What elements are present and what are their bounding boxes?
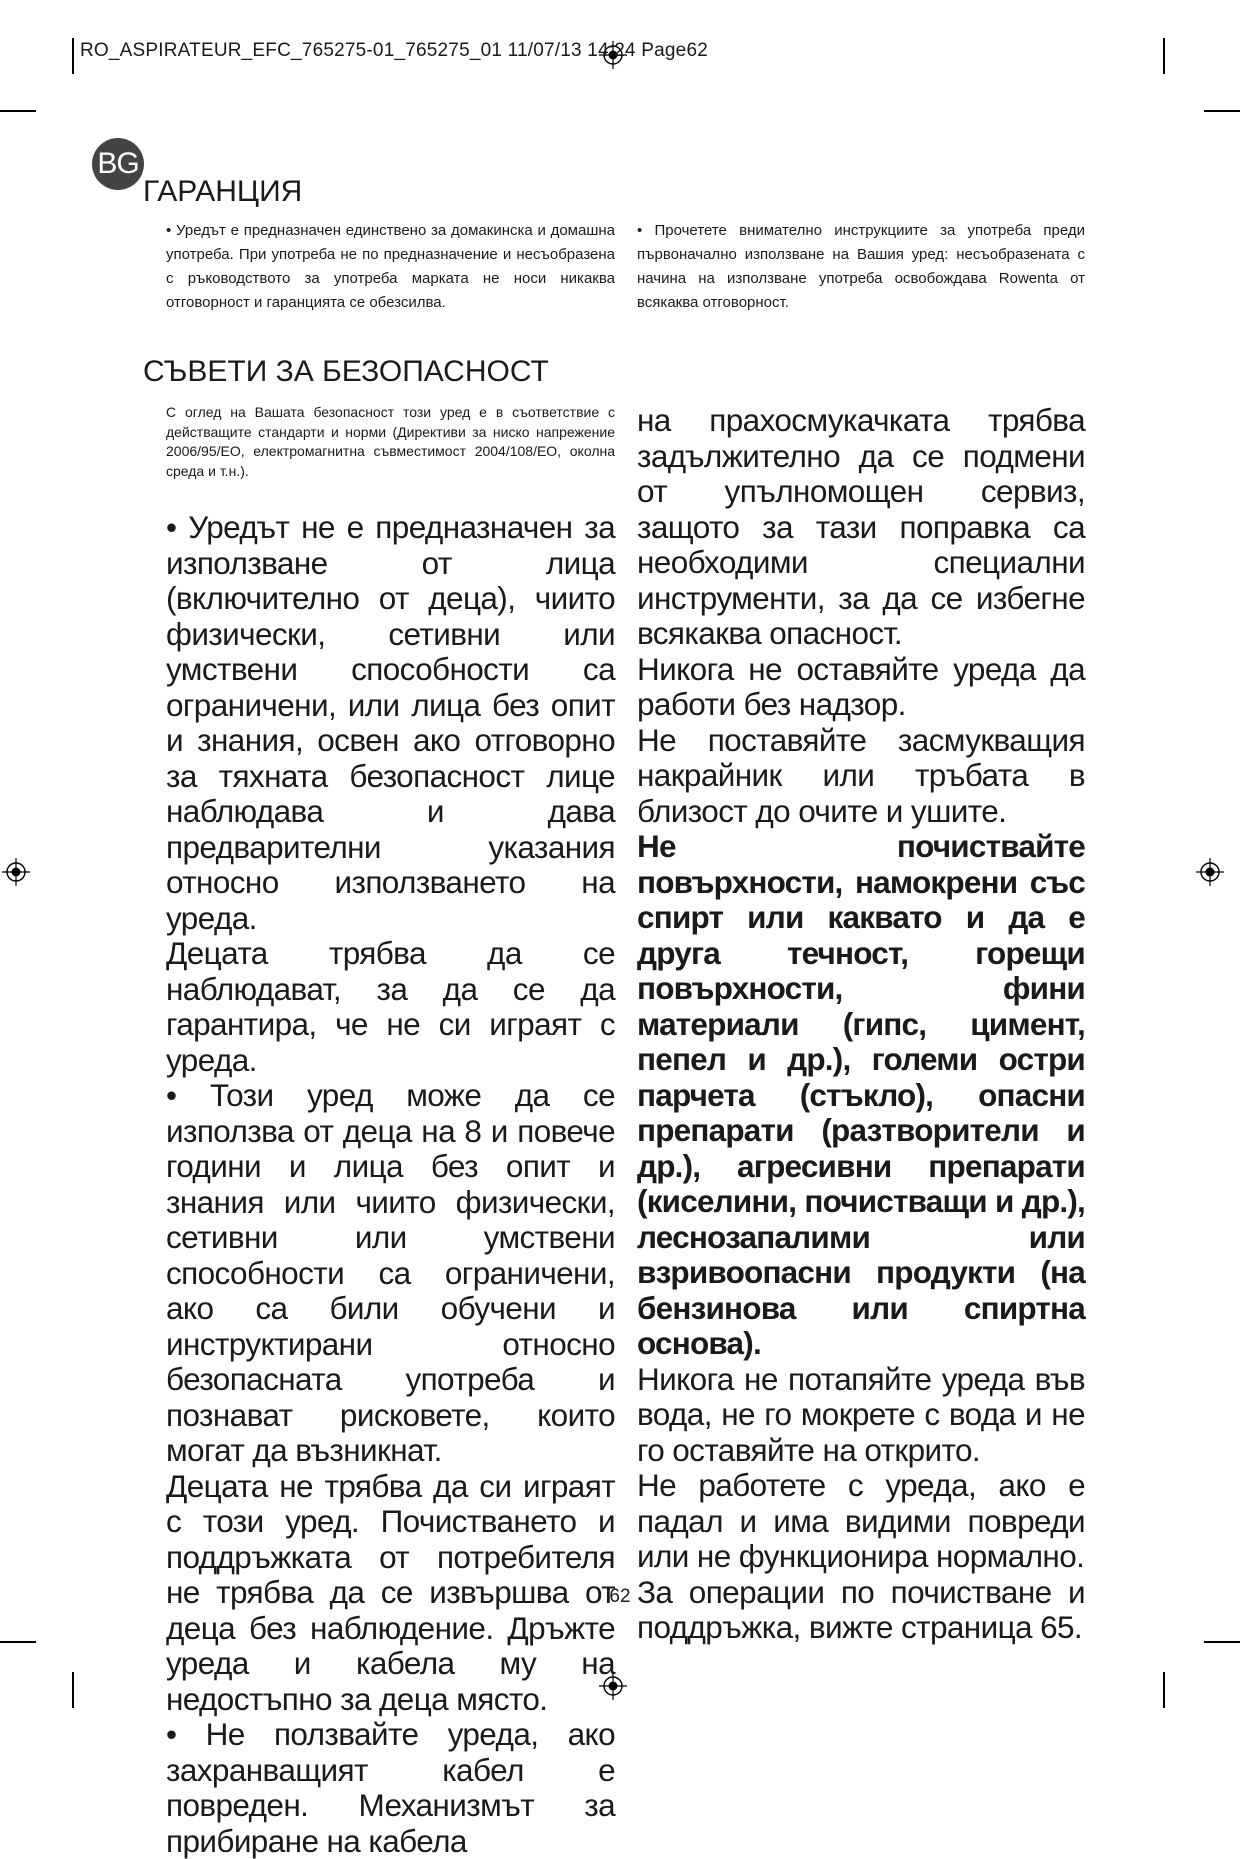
crop-mark (0, 110, 36, 112)
safety-paragraph: Не поставяйте засмукващия накрайник или тръбата в близост до очите и ушите. (637, 721, 1085, 829)
safety-paragraph: • Не ползвайте уреда, ако захранващият кабел е повреден. Механизмът за прибиране на кабела (166, 1716, 615, 1859)
language-badge: BG (92, 138, 144, 190)
crop-mark (72, 38, 74, 74)
crop-mark (0, 1641, 36, 1643)
registration-mark-icon (2, 858, 30, 886)
safety-paragraph: Децата трябва да се наблюдават, за да се да гарантира, че не си играят с уреда. (166, 935, 615, 1078)
crop-mark (1204, 1641, 1240, 1643)
registration-mark-icon (1196, 858, 1224, 886)
safety-paragraph: Не работете с уреда, ако е падал и има видими повреди или не функционира нормално. (637, 1467, 1085, 1574)
safety-paragraph: Никога не потапяйте уреда във вода, не го мокрете с вода и не го оставяйте на открито. (637, 1360, 1085, 1468)
warranty-heading: ГАРАНЦИЯ (143, 175, 303, 208)
safety-left-column (166, 510, 615, 1859)
safety-paragraph: на прахосмукачката трябва задължително да се подмени от упълномощен сервиз, защото за тази поправка са необходими специални инструменти, за да се избегне всякаква опасност. (637, 402, 1085, 651)
warranty-text-right: • Прочетете внимателно инструкциите за употреба преди първоначално използване на Вашия уред: несъобразената с начина на използване употреба освобождава Rowenta от всякаква отговорност. (637, 222, 1085, 311)
page-number: 62 (609, 1586, 631, 1607)
safety-paragraph: • Този уред може да се използва от деца на 8 и повече години и лица без опит и знания или чиито физически, сетивни или умствени способности са ограничени, ако са били обучени и инструктирани относно безопасната употреба и познават рисковете, които могат да възникнат. (166, 1077, 615, 1468)
warranty-text-left: • Уредът е предназначен единствено за домакинска и домашна употреба. При употреба не по предназначение и несъобразена с ръководството за употреба марката не носи никаква отговорност и гаранцията се обезсилва. (166, 222, 615, 311)
crop-mark (1163, 1672, 1165, 1708)
safety-heading: СЪВЕТИ ЗА БЕЗОПАСНОСТ (143, 355, 549, 388)
safety-right-column (637, 403, 1085, 1646)
safety-paragraph: Децата не трябва да си играят с този уред. Почистването и поддръжката от потребителя не трябва да се извършва от деца без наблюдение. Дръжте уреда и кабела му на недостъпно за деца място. (166, 1467, 615, 1717)
safety-paragraph: За операции по почистване и поддръжка, вижте страница 65. (637, 1573, 1085, 1645)
safety-paragraph: Никога не оставяйте уреда да работи без надзор. (637, 650, 1085, 722)
crop-mark (1204, 110, 1240, 112)
safety-paragraph: • Уредът не е предназначен за използване от лица (включително от деца), чиито физически, сетивни или умствени способности са ограничени, или лица без опит и знания, освен ако отговорно за тяхната безопасност лице наблюдава и дава предварителни указания относно използването на уреда. (166, 509, 615, 936)
bold-warning: Не почиствайте повърхности, намокрени със спирт или каквато и да е друга течност, горещи повърхности, фини материали (гипс, цимент, пепел и др.), големи остри парчета (стъкло), опасни препарати (разтворители и др.), агресивни препарати (киселини, почистващи и др.), леснозапалими или взривоопасни продукти (на бензинова или спиртна основа). (637, 828, 1085, 1361)
print-slug: RO_ASPIRATEUR_EFC_765275-01_765275_01 11/07/13 14:24 Page62 (80, 40, 708, 61)
crop-mark (72, 1672, 74, 1708)
crop-mark (1163, 38, 1165, 74)
safety-intro: С оглед на Вашата безопасност този уред е в съответствие с действащите стандарти и норми (Директиви за ниско напрежение 2006/95/ЕО, електромагнитна съвместимост 2004/108/ЕО, околна среда и т.н.). (166, 404, 615, 479)
